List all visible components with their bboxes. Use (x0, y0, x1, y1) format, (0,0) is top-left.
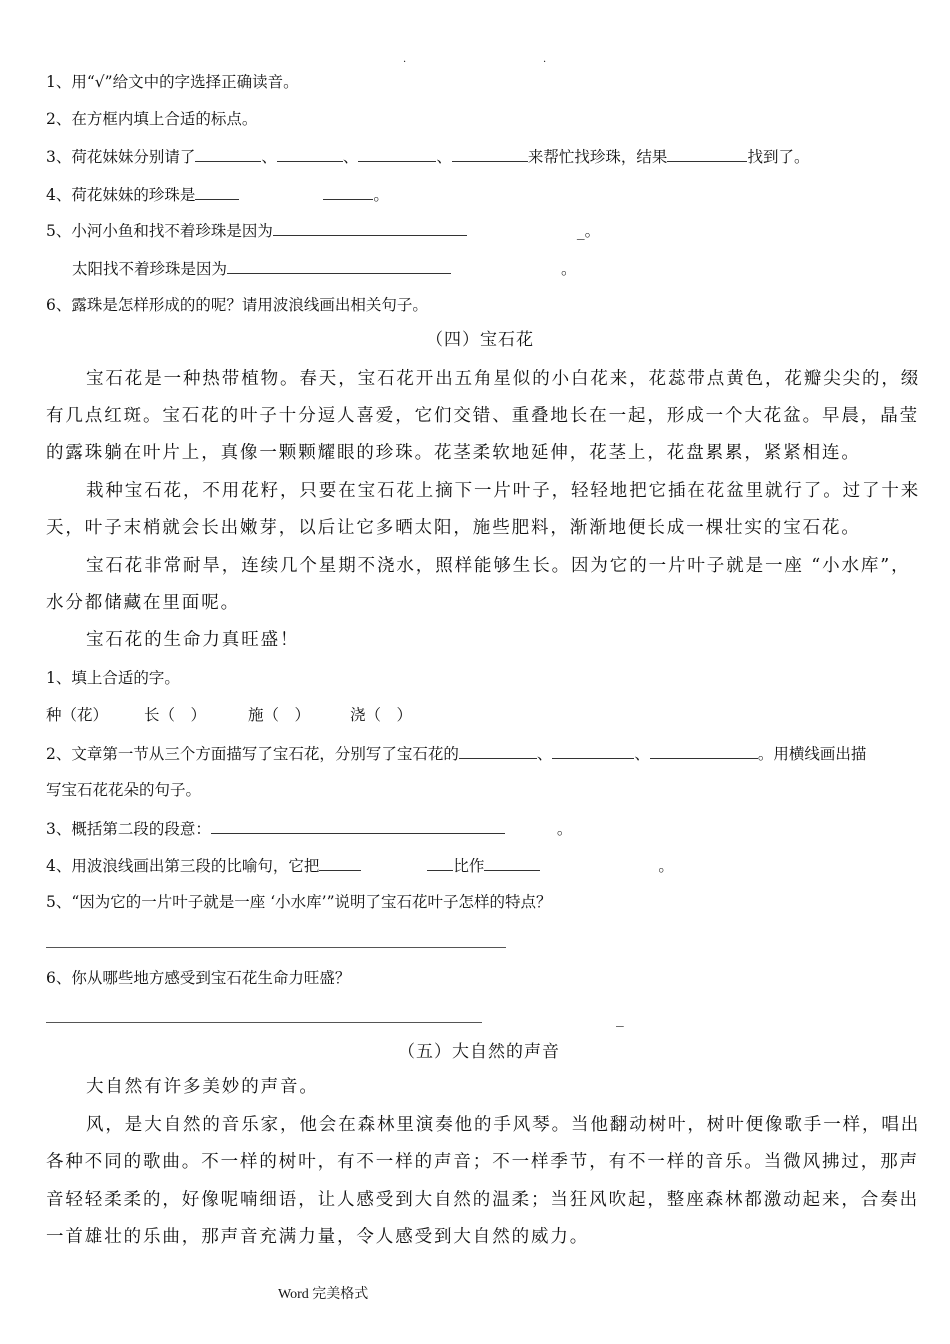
header-dot: . (543, 54, 547, 65)
question-text: 3、荷花妹妹分别请了 (46, 148, 196, 166)
question-3: 3、荷花妹妹分别请了 、 、 、 来帮忙找珍珠，结果 找到了。 (46, 148, 810, 166)
question-1: 1、填上合适的字。 (46, 669, 180, 687)
answer-blank[interactable] (552, 743, 634, 759)
fill-word-item: 种（花） (46, 706, 109, 724)
paragraph-line: 宝石花的生命力真旺盛！ (86, 630, 300, 650)
paragraph-line: 栽种宝石花，不用花籽，只要在宝石花上摘下一片叶子，轻轻地把它插在花盆里就行了。过了十来 (86, 481, 921, 501)
header-dot: . (403, 54, 407, 65)
section-title: （四）宝石花 (426, 330, 534, 350)
question-5: 5、小河小鱼和找不着珍珠是因为 _。 (46, 222, 601, 240)
answer-blank[interactable] (211, 818, 505, 834)
question-2: 2、在方框内填上合适的标点。 (46, 110, 258, 128)
question-4: 4、用波浪线画出第三段的比喻句，它把 比作 。 (46, 857, 674, 875)
paragraph-line: 水分都储藏在里面呢。 (46, 593, 240, 613)
answer-blank[interactable] (273, 220, 467, 236)
paragraph-line: 音轻轻柔柔的，好像呢喃细语，让人感受到大自然的温柔；当狂风吹起，整座森林都激动起来，合奏出 (46, 1190, 919, 1210)
question-3: 3、概括第二段的段意： 。 (46, 820, 573, 838)
answer-line-tail: _ (616, 1009, 624, 1027)
answer-blank[interactable] (227, 258, 451, 274)
answer-blank[interactable] (319, 855, 361, 871)
question-5-line-2: 太阳找不着珍珠是因为 。 (72, 260, 577, 278)
paragraph-line: 宝石花非常耐旱，连续几个星期不浇水，照样能够生长。因为它的一片叶子就是一座 “小水库”， (86, 556, 911, 576)
question-6: 6、露珠是怎样形成的的呢？请用波浪线画出相关句子。 (46, 296, 428, 314)
paragraph-line: 有几点红斑。宝石花的叶子十分逗人喜爱，它们交错、重叠地长在一起，形成一个大花盆。早晨，晶莹 (46, 406, 919, 426)
answer-blank[interactable] (195, 184, 239, 200)
question-2: 2、文章第一节从三个方面描写了宝石花，分别写了宝石花的 、 、 。用横线画出描 (46, 745, 867, 763)
answer-blank[interactable] (459, 743, 537, 759)
question-1: 1、用“√”给文中的字选择正确读音。 (46, 73, 299, 91)
answer-blank[interactable] (667, 146, 747, 162)
fill-word-item[interactable]: 浇（ ） (350, 706, 413, 724)
paragraph-line: 大自然有许多美妙的声音。 (86, 1077, 319, 1097)
footer-text: Word 完美格式 (278, 1287, 369, 1302)
paragraph-line: 风，是大自然的音乐家，他会在森林里演奏他的手风琴。当他翻动树叶，树叶便像歌手一样，唱出 (86, 1115, 921, 1135)
paragraph-line: 天，叶子末梢就会长出嫩芽，以后让它多晒太阳，施些肥料，渐渐地便长成一棵壮实的宝石花。 (46, 518, 861, 538)
question-2-line-2: 写宝石花花朵的句子。 (46, 781, 202, 799)
paragraph-line: 一首雄壮的乐曲，那声音充满力量，令人感受到大自然的威力。 (46, 1227, 590, 1247)
answer-blank[interactable] (650, 743, 758, 759)
question-6: 6、你从哪些地方感受到宝石花生命力旺盛？ (46, 969, 351, 987)
fill-word-row (46, 705, 412, 725)
paragraph-line: 宝石花是一种热带植物。春天，宝石花开出五角星似的小白花来，花蕊带点黄色，花瓣尖尖的，缀 (86, 369, 921, 389)
question-4: 4、荷花妹妹的珍珠是 。 (46, 186, 389, 204)
answer-line[interactable] (46, 1022, 482, 1023)
answer-blank[interactable] (195, 146, 261, 162)
answer-line[interactable] (46, 947, 506, 948)
section-title: （五）大自然的声音 (398, 1042, 560, 1062)
answer-blank[interactable] (358, 146, 436, 162)
question-5: 5、“因为它的一片叶子就是一座 ‘小水库’”说明了宝石花叶子怎样的特点？ (46, 893, 552, 911)
fill-word-item[interactable]: 长（ ） (144, 706, 207, 724)
answer-blank[interactable] (452, 146, 528, 162)
answer-blank[interactable] (277, 146, 343, 162)
answer-blank[interactable] (323, 184, 373, 200)
fill-word-item[interactable]: 施（ ） (248, 706, 311, 724)
answer-blank[interactable] (484, 855, 540, 871)
paragraph-line: 的露珠躺在叶片上，真像一颗颗耀眼的珍珠。花茎柔软地延伸，花茎上，花盘累累，紧紧相连。 (46, 443, 861, 463)
answer-blank[interactable] (427, 855, 453, 871)
paragraph-line: 各种不同的歌曲。不一样的树叶，有不一样的声音；不一样季节，有不一样的音乐。当微风拂过，那声 (46, 1152, 919, 1172)
